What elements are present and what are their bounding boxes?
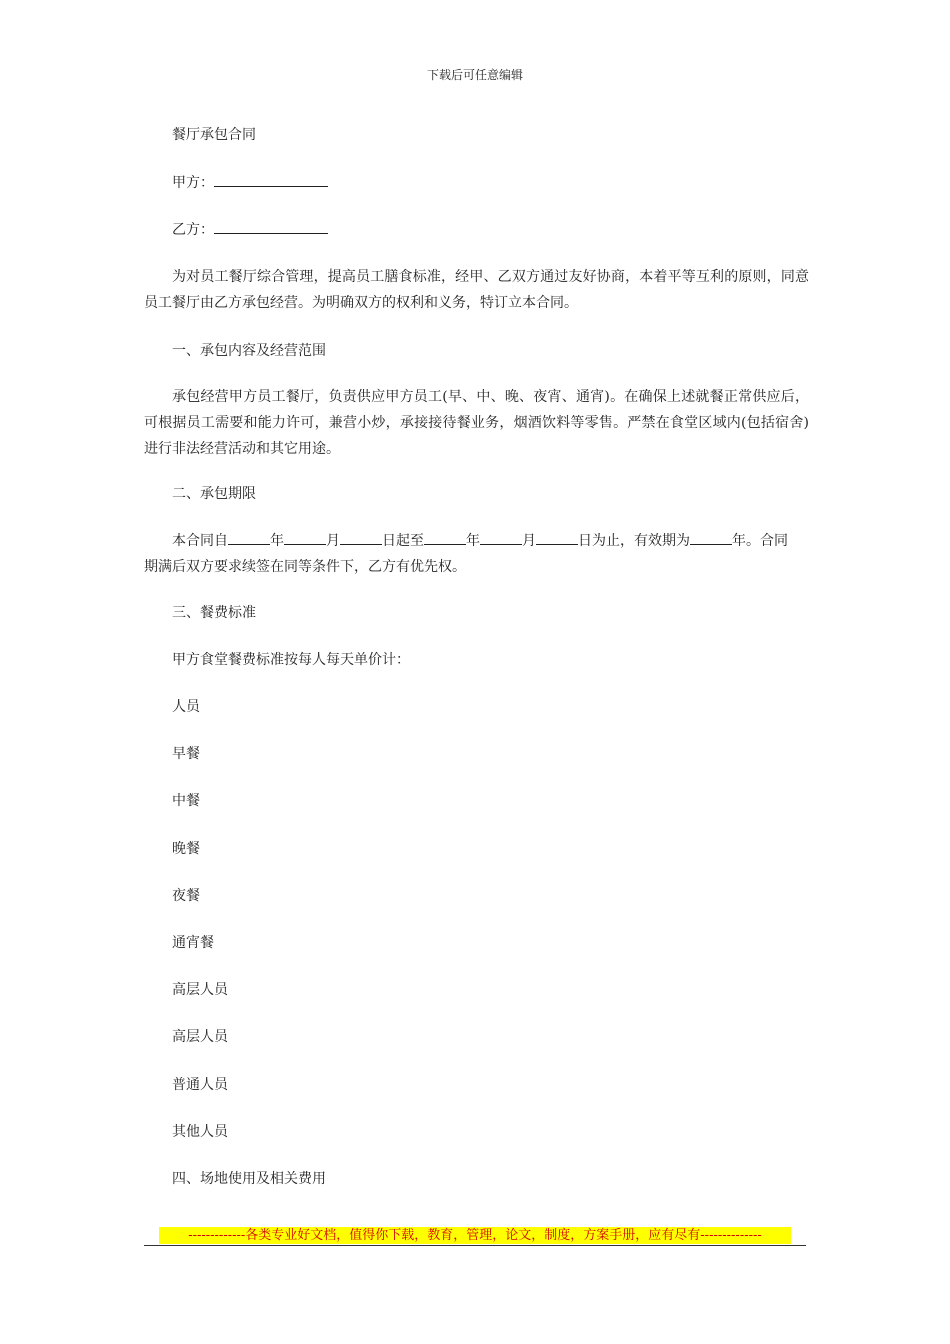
party-b-label: 乙方： [172, 222, 214, 238]
price-item: 其他人员 [172, 1124, 228, 1140]
section-2-heading: 二、承包期限 [172, 486, 256, 502]
price-item: 人员 [172, 699, 200, 715]
price-item: 通宵餐 [172, 935, 214, 951]
party-b-line [144, 217, 837, 243]
term-line-2: 期满后双方要求续签在同等条件下，乙方有优先权。 [144, 559, 466, 575]
intro-paragraph: 为对员工餐厅综合管理，提高员工膳食标准，经甲、乙双方通过友好协商，本着平等互利的原则，同意员工餐厅由乙方承包经营。为明确双方的权利和义务，特订立本合同。 [144, 269, 809, 311]
term-text: 日起至 [382, 533, 424, 549]
term-text: 月 [522, 533, 536, 549]
section-1-body: 承包经营甲方员工餐厅，负责供应甲方员工(早、中、晚、夜宵、通宵)。在确保上述就餐正常供应后，可根据员工需要和能力许可，兼营小炒，承接接待餐业务，烟酒饮料等零售。严禁在食堂区域内(包括宿舍)进行非法经营活动和其它用途。 [144, 389, 809, 457]
term-text: 年 [466, 533, 480, 549]
price-item: 夜餐 [172, 888, 200, 904]
start-year-blank[interactable] [228, 530, 270, 545]
duration-years-blank[interactable] [690, 530, 732, 545]
party-a-blank[interactable] [214, 172, 328, 187]
term-text: 日为止，有效期为 [578, 533, 690, 549]
term-text: 本合同自 [172, 533, 228, 549]
footer-banner: -------------各类专业好文档，值得你下载，教育，管理，论文，制度，方案手册，应有尽有-------------- [159, 1227, 791, 1244]
price-item: 晚餐 [172, 841, 200, 857]
footer-divider [144, 1245, 806, 1246]
party-b-blank[interactable] [214, 219, 328, 234]
term-text: 年。合同 [732, 533, 788, 549]
section-3-heading: 三、餐费标准 [172, 605, 256, 621]
price-item: 中餐 [172, 793, 200, 809]
price-lead: 甲方食堂餐费标准按每人每天单价计： [172, 652, 410, 668]
term-text: 月 [326, 533, 340, 549]
price-item: 高层人员 [172, 1029, 228, 1045]
price-item: 早餐 [172, 746, 200, 762]
party-a-line [144, 170, 837, 196]
party-a-label: 甲方： [172, 175, 214, 191]
price-item: 普通人员 [172, 1077, 228, 1093]
start-month-blank[interactable] [284, 530, 326, 545]
price-item: 高层人员 [172, 982, 228, 998]
page-header: 下载后可任意编辑 [426, 68, 523, 82]
end-day-blank[interactable] [536, 530, 578, 545]
start-day-blank[interactable] [340, 530, 382, 545]
end-year-blank[interactable] [424, 530, 466, 545]
term-text: 年 [270, 533, 284, 549]
doc-title: 餐厅承包合同 [172, 127, 256, 143]
term-line [144, 528, 837, 554]
section-4-heading: 四、场地使用及相关费用 [172, 1171, 326, 1187]
end-month-blank[interactable] [480, 530, 522, 545]
section-1-heading: 一、承包内容及经营范围 [172, 343, 326, 359]
